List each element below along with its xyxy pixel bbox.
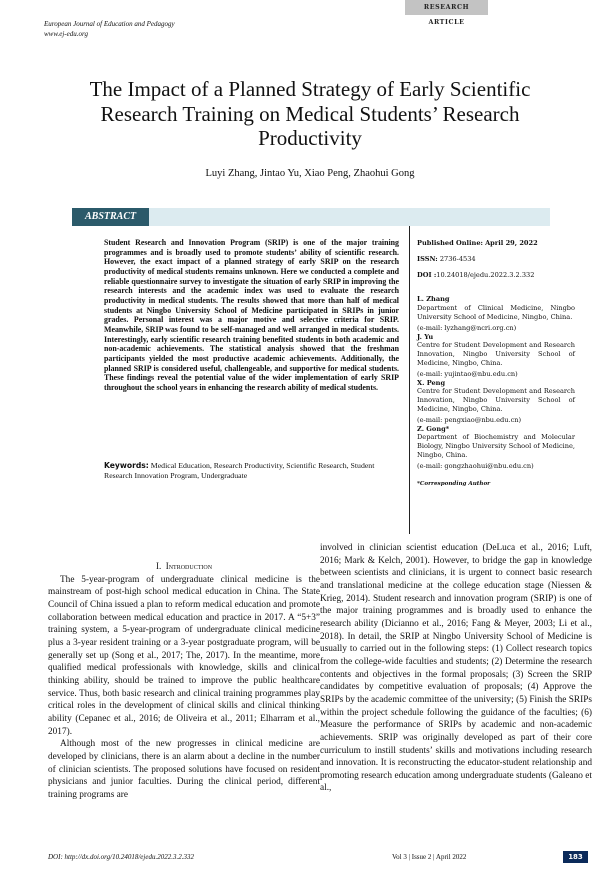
paragraph: involved in clinician scientist education (DeLuca et al., 2016; Luft, 2016; Mark & Kelch, 2001). However, to bridge the gap in knowledge between scientists and clinicians, it is urgent to connect basic research and translational medicine at the college education stage (Niessen & Krieg, 2014). Student research and innovation program (SRIP) is one of the major training programmes and is broadly used to enhance the research ability (Dicianno et al., 2016; Fang & Meyer, 2003; Li et al., 2018). In detail, the SRIP at Ningbo University School of Medicine is usually to carried out in the following steps: (1) Collect research topics from the college-wide faculties and students; (2) Determine the research contents and objectives in the formal proposals; (3) Screen the SRIP candidates by competitive evaluation of proposals; (4) Approve the SRIPs by the academic committee of the university; (5) Finish the SRIPs within the project schedule following the guidance of the faculties; (6) Measure the performance of SRIPs by academic and non-academic achievements. SRIP was originally developed as part of their core curriculum to instill students’ skills and motivations including research and innovation. It is reconstructing the educator-student relationship and promoting research education among undergraduate students (Galeano et al., <box>320 543 592 794</box>
body-column-right <box>320 542 592 795</box>
journal-header <box>44 19 175 39</box>
paragraph: The 5-year-program of undergraduate clinical medicine is the mainstream of post-high school medical education in China. The State Council of China issued a plan to reform medical education and promote collaboration between medical education and practice in 2017. A “5+3” training system, a 5-year-program of undergraduate clinical medicine plus a 3-year resident training or a 3-year postgraduate program, will be generally set up (Song et al., 2017; The, 2017). In the meantime, more qualified medical professionals with knowledge, skills and clinical thinking ability, should be trained to improve the public healthcare service. Thus, both basic research and clinical training programmes play critical roles in the development of clinical skills and clinical thinking ability (Cepanec et al., 2016; de Oliveira et al., 2011; Elharram et al., 2017). <box>48 574 320 737</box>
footer-doi[interactable]: DOI: http://dx.doi.org/10.24018/ejedu.2022.3.2.332 <box>48 853 194 861</box>
body-column-left <box>48 560 320 801</box>
author-email[interactable]: (e-mail: yujintao@nbu.edu.cn) <box>417 369 518 378</box>
journal-website[interactable]: www.ej-edu.org <box>44 30 88 38</box>
issn: ISSN: 2736-4534 <box>417 254 476 263</box>
keywords <box>104 461 404 481</box>
keywords-list: Medical Education, Research Productivity, Scientific Research, Student Research Innovation Program, Undergraduate <box>104 461 375 480</box>
author-affiliation: Centre for Student Development and Research Innovation, Ningbo University School of Medicine, Ningbo, China. <box>417 387 575 413</box>
abstract-heading: ABSTRACT <box>72 208 149 226</box>
article-info-sidebar <box>417 239 575 488</box>
journal-name: European Journal of Education and Pedagogy <box>44 20 175 28</box>
author-email[interactable]: (e-mail: lyzhang@ncri.org.cn) <box>417 323 517 332</box>
author-affiliation: Department of Clinical Medicine, Ningbo University School of Medicine, Ningbo, China. <box>417 304 575 321</box>
abstract-text: Student Research and Innovation Program (SRIP) is one of the major training programmes and is broadly used to promote students’ ability of scientific research. However, the exact impact of a planned strategy of early SRIP on the research productivity of medical students remains unknown. Here we conducted a complete and reliable questionnaire survey to investigate the situation of early SRIP in improving the research interests and the academic index was used to evaluate the research productivity in medical students. The results showed that more than half of medical students at Ningbo University School of Medicine participated in SRIPs in junior grades. Personal interest was a major motive and selective criteria for SRIP. Meanwhile, SRIP was found to be self-managed and well arranged in medical students. Interestingly, early scientific research training benefited students in both academic and non-academic achievements. The statistical analysis showed that the freshman participants yielded the most productive academic achievements. Additionally, the planned SRIP is considered useful, challengeable, and supportive for medical students. These findings reveal the potential value of the wider implementation of early SRIP throughout the school years in enhancing the research ability of medical students. <box>104 238 399 392</box>
corresponding-author-note: *Corresponding Author <box>417 480 491 487</box>
author-email[interactable]: (e-mail: pengxiao@nbu.edu.cn) <box>417 415 522 424</box>
author-name: J. Yu <box>417 332 434 341</box>
section-heading: I. Introduction <box>155 561 213 571</box>
author-affiliation: Centre for Student Development and Research Innovation, Ningbo University School of Medicine, Ningbo, China. <box>417 341 575 367</box>
footer-volume: Vol 3 | Issue 2 | April 2022 <box>392 853 467 861</box>
author-name: Z. Gong* <box>417 424 450 433</box>
author-affiliation: Department of Biochemistry and Molecular Biology, Ningbo University School of Medicine, Ningbo, China. <box>417 433 575 459</box>
author-name: X. Peng <box>417 378 446 387</box>
page-number: 183 <box>563 851 588 863</box>
author-email[interactable]: (e-mail: gongzhaohui@nbu.edu.cn) <box>417 461 534 470</box>
article-type-tag: RESEARCH ARTICLE <box>405 0 488 15</box>
paragraph: Although most of the new progresses in clinical medicine are developed by clinicians, there is an alarm about a decline in the number of clinician scientists. The proposed solutions have focused on resident physicians and junior faculties. During the clinical period, different training programs are <box>48 739 320 800</box>
paper-title: The Impact of a Planned Strategy of Early Scientific Research Training on Medical Students’ Research Productivity <box>89 77 531 150</box>
published-date: Published Online: April 29, 2022 <box>417 239 538 247</box>
author-list: Luyi Zhang, Jintao Yu, Xiao Peng, Zhaohui Gong <box>205 168 415 179</box>
keywords-label: Keywords: <box>104 461 149 470</box>
abstract-divider <box>409 226 410 534</box>
doi: DOI :10.24018/ejedu.2022.3.2.332 <box>417 270 535 279</box>
author-name: L. Zhang <box>417 295 450 304</box>
